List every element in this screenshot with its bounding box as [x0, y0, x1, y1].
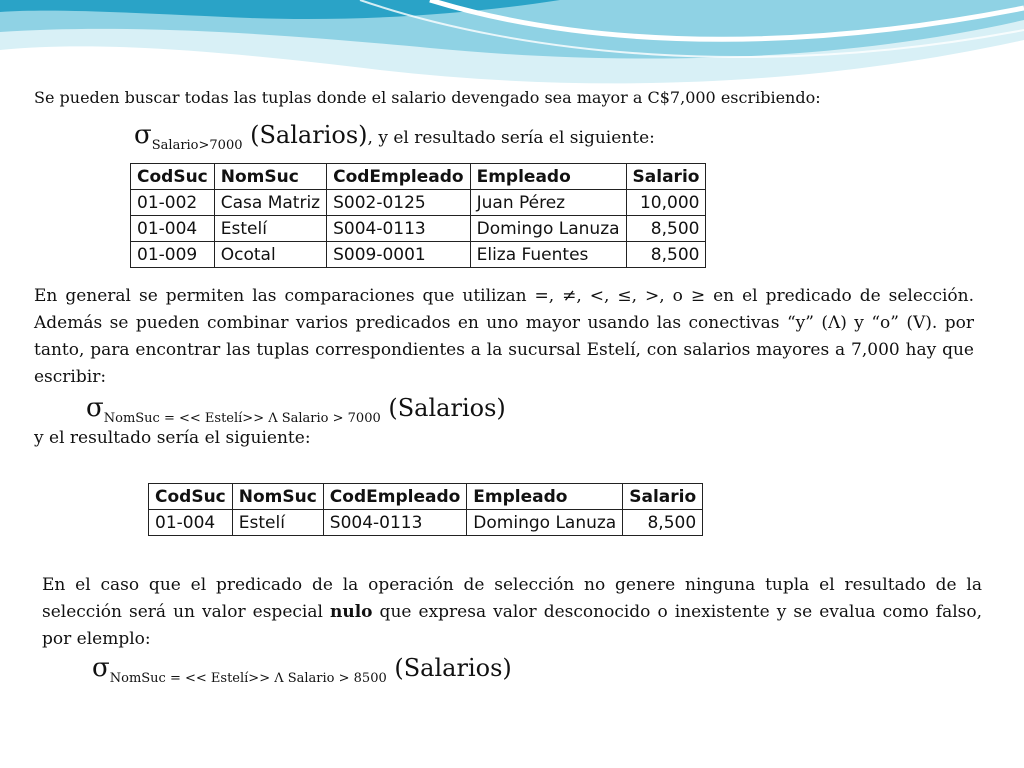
column-header: Salario: [623, 484, 703, 510]
column-header: Empleado: [470, 164, 626, 190]
selection-expression-1: [134, 120, 655, 153]
table-cell: 01-004: [149, 510, 233, 536]
nulo-keyword: nulo: [329, 602, 373, 622]
selection-expression-3: [92, 653, 512, 686]
result-intro-text: y el resultado sería el siguiente:: [34, 428, 311, 448]
table-cell: S004-0113: [323, 510, 467, 536]
table-row: [131, 242, 706, 268]
table-cell: 8,500: [626, 242, 706, 268]
table-cell: 01-002: [131, 190, 215, 216]
sigma-symbol: σ: [134, 120, 152, 150]
relation-name: (Salarios): [242, 121, 368, 149]
table-cell: Domingo Lanuza: [467, 510, 623, 536]
table-cell: S009-0001: [327, 242, 471, 268]
table-row: [149, 510, 703, 536]
table-cell: S002-0125: [327, 190, 471, 216]
sigma-symbol: σ: [86, 393, 104, 423]
column-header: NomSuc: [214, 164, 326, 190]
null-result-paragraph: [42, 572, 982, 653]
table-cell: S004-0113: [327, 216, 471, 242]
expression-tail: , y el resultado sería el siguiente:: [367, 128, 655, 148]
column-header: Empleado: [467, 484, 623, 510]
column-header: CodEmpleado: [327, 164, 471, 190]
selection-predicate: NomSuc = << Estelí>> Λ Salario > 8500: [109, 671, 387, 686]
selection-predicate: NomSuc = << Estelí>> Λ Salario > 7000: [103, 411, 381, 426]
table-cell: Eliza Fuentes: [470, 242, 626, 268]
table-cell: Ocotal: [214, 242, 326, 268]
relation-name: (Salarios): [386, 654, 512, 682]
table-cell: 8,500: [626, 216, 706, 242]
table-cell: Estelí: [214, 216, 326, 242]
table-row: [131, 216, 706, 242]
result-table-1: [130, 163, 706, 268]
table-cell: Casa Matriz: [214, 190, 326, 216]
table-cell: Juan Pérez: [470, 190, 626, 216]
paragraph-text-before: En el caso que el predicado de la operación de selección no genere ninguna tupla el resultado de la selección será un valor especial: [42, 575, 982, 622]
table-cell: Domingo Lanuza: [470, 216, 626, 242]
table-cell: 01-004: [131, 216, 215, 242]
column-header: CodSuc: [131, 164, 215, 190]
comparisons-paragraph: En general se permiten las comparaciones que utilizan =, ≠, <, ≤, >, o ≥ en el predicado de selección. Además se pueden combinar varios predicados en uno mayor usando las conectivas “y” (Λ) y “o” (V). por tanto, para encontrar las tuplas correspondientes a la sucursal Estelí, con salarios mayores a 7,000 hay que escribir:: [34, 286, 974, 387]
intro-paragraph: Se pueden buscar todas las tuplas donde el salario devengado sea mayor a C$7,000 escribiendo:: [34, 88, 821, 107]
paragraph-text-after: que expresa valor desconocido o inexistente y se evalua como falso, por elemplo:: [42, 602, 983, 649]
sigma-symbol: σ: [92, 653, 110, 683]
table-cell: 10,000: [626, 190, 706, 216]
result-table-2: [148, 483, 703, 536]
table-header-row: [131, 164, 706, 190]
selection-predicate: Salario>7000: [151, 138, 243, 153]
table-row: [131, 190, 706, 216]
column-header: CodEmpleado: [323, 484, 467, 510]
table-header-row: [149, 484, 703, 510]
column-header: Salario: [626, 164, 706, 190]
relation-name: (Salarios): [380, 394, 506, 422]
table-cell: 8,500: [623, 510, 703, 536]
column-header: CodSuc: [149, 484, 233, 510]
column-header: NomSuc: [232, 484, 323, 510]
selection-expression-2: [86, 393, 506, 426]
table-cell: Estelí: [232, 510, 323, 536]
table-cell: 01-009: [131, 242, 215, 268]
